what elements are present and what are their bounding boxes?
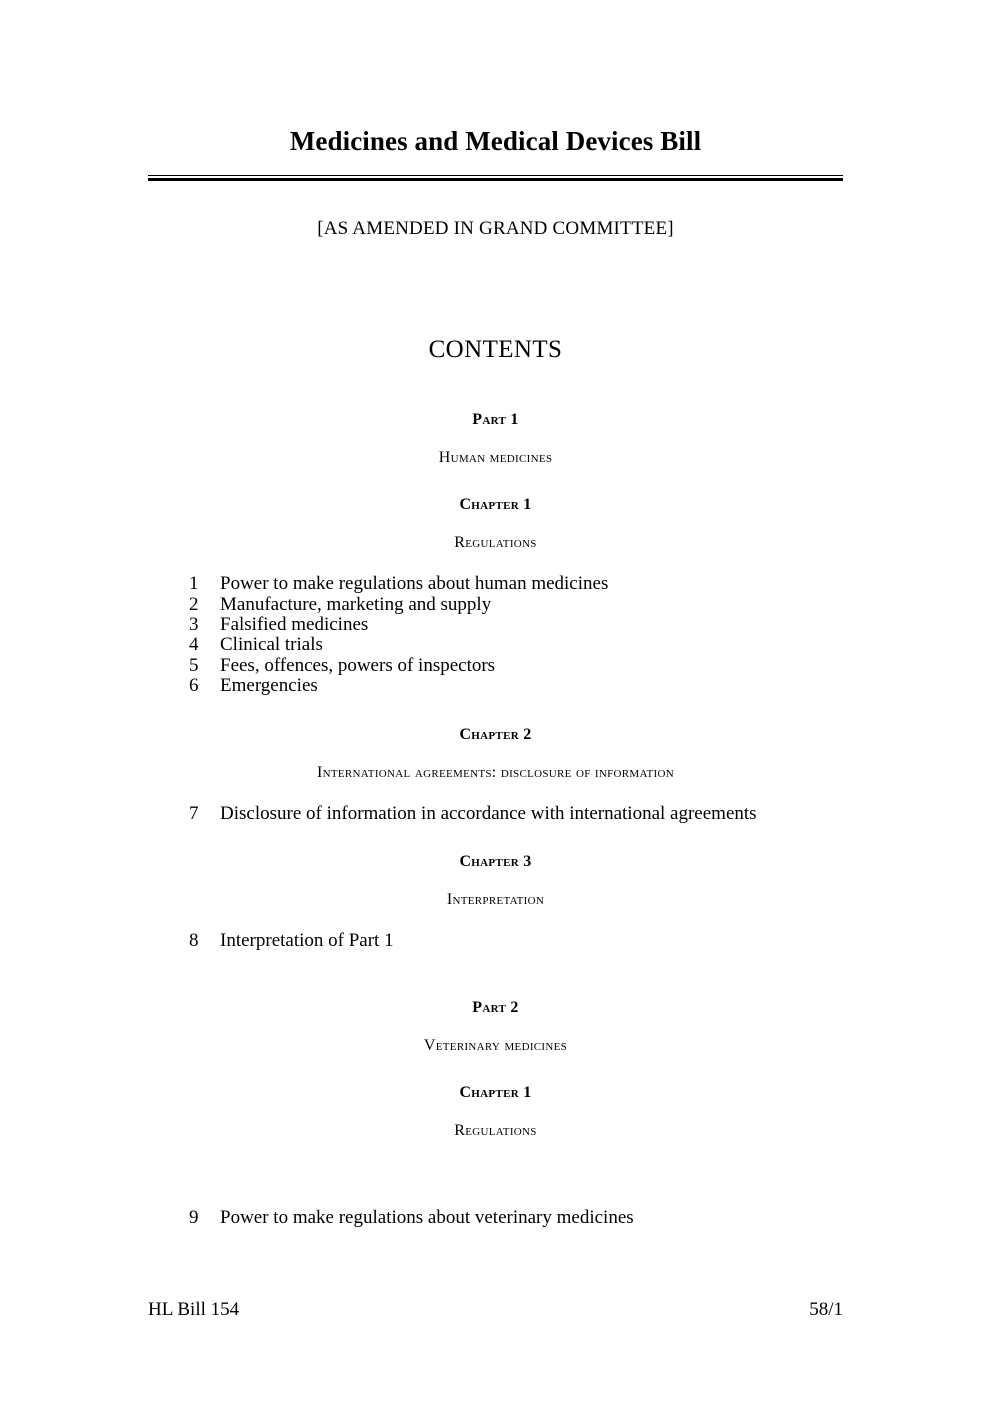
list-item[interactable] (0, 615, 991, 635)
clause-number: 9 (189, 1207, 199, 1229)
list-item[interactable] (0, 595, 991, 615)
part-heading-1: Part 1 (472, 411, 519, 429)
list-item[interactable] (0, 574, 991, 594)
clause-title: Disclosure of information in accordance with international agreements (220, 802, 757, 824)
page-reference: 58/1 (809, 1299, 843, 1320)
chapter-subject-1-1: Regulations (454, 534, 537, 552)
clause-list-1-2 (0, 804, 991, 824)
clause-title: Power to make regulations about veterinary medicines (220, 1207, 634, 1229)
clause-number: 1 (189, 573, 199, 595)
clause-number: 4 (189, 634, 199, 656)
page-footer (148, 1299, 843, 1321)
list-item[interactable] (0, 931, 991, 951)
chapter-heading-2-1: Chapter 1 (459, 1084, 532, 1102)
clause-list-1-3 (0, 931, 991, 951)
clause-number: 3 (189, 614, 199, 636)
clause-title: Emergencies (220, 675, 318, 697)
clause-number: 2 (189, 593, 199, 615)
clause-title: Power to make regulations about human medicines (220, 573, 609, 595)
amendment-note: [AS AMENDED IN GRAND COMMITTEE] (317, 218, 674, 240)
clause-title: Manufacture, marketing and supply (220, 593, 492, 615)
list-item[interactable] (0, 1208, 991, 1228)
clause-number: 7 (189, 802, 199, 824)
bill-reference: HL Bill 154 (148, 1299, 240, 1320)
part-subject-2: Veterinary medicines (423, 1037, 568, 1055)
title-divider (148, 175, 843, 181)
clause-list-1-1 (0, 574, 991, 696)
chapter-subject-2-1: Regulations (454, 1122, 537, 1140)
clause-title: Falsified medicines (220, 614, 369, 636)
chapter-heading-1-3: Chapter 3 (459, 853, 532, 871)
page-title: Medicines and Medical Devices Bill (289, 126, 702, 157)
title-divider-thick-rule (148, 178, 843, 181)
list-item[interactable] (0, 656, 991, 676)
clause-title: Fees, offences, powers of inspectors (220, 654, 496, 676)
list-item[interactable] (0, 676, 991, 696)
list-item[interactable] (0, 804, 991, 824)
chapter-heading-1-2: Chapter 2 (459, 725, 532, 743)
clause-number: 6 (189, 675, 199, 697)
clause-title: Interpretation of Part 1 (220, 930, 394, 952)
chapter-subject-1-2: International agreements: disclosure of information (316, 763, 675, 781)
list-item[interactable] (0, 635, 991, 655)
part-heading-2: Part 2 (472, 999, 519, 1017)
clause-number: 8 (189, 930, 199, 952)
chapter-subject-1-3: Interpretation (446, 891, 545, 909)
part-subject-1: Human medicines (438, 449, 553, 467)
clause-list-2-1 (0, 1208, 991, 1228)
clause-title: Clinical trials (220, 634, 323, 656)
chapter-heading-1-1: Chapter 1 (459, 496, 532, 514)
clause-number: 5 (189, 654, 199, 676)
contents-heading: CONTENTS (428, 336, 563, 364)
